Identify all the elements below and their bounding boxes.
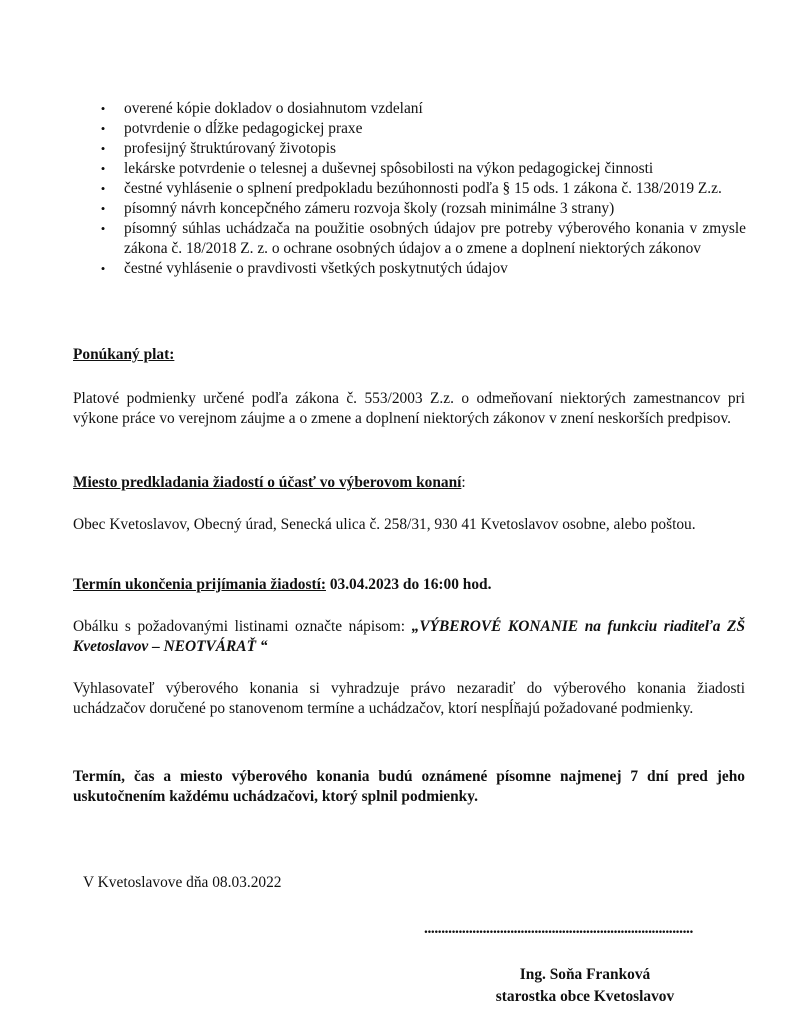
submission-place-text: Obec Kvetoslavov, Obecný úrad, Senecká ulica č. 258/31, 930 41 Kvetoslavov osobne, alebo poštou. — [73, 516, 696, 533]
requirement-text: písomný návrh koncepčného zámeru rozvoja školy (rozsah minimálne 3 strany) — [124, 200, 615, 217]
list-item — [98, 219, 746, 259]
list-item — [98, 179, 746, 199]
submission-place-heading-line — [73, 473, 745, 493]
deadline-line — [73, 575, 745, 595]
place-date: V Kvetoslavove dňa 08.03.2022 — [83, 874, 282, 891]
signatory-name: Ing. Soňa Franková — [519, 966, 651, 983]
bullet-icon: • — [100, 121, 106, 136]
envelope-text: Obálku s požadovanými listinami označte nápisom: — [73, 618, 412, 635]
requirement-text: čestné vyhlásenie o pravdivosti všetkých poskytnutých údajov — [124, 260, 508, 277]
requirement-text: písomný súhlas uchádzača na použitie osobných údajov pre potreby výberového konania v zmysle zákona č. 18/2018 Z. z. o ochrane osobných údajov a o zmene a doplnení niektorých zákonov — [124, 220, 746, 257]
reservation-text: Vyhlasovateľ výberového konania si vyhradzuje právo nezaradiť do výberového konania žiadosti uchádzačov doručené po stanovenom termíne a uchádzačov, ktorí nespĺňajú požadované podmienky. — [73, 680, 745, 717]
requirement-text: potvrdenie o dĺžke pedagogickej praxe — [124, 120, 363, 137]
submission-place-heading-suffix: : — [461, 474, 466, 491]
signature-line: .............................................................................. — [424, 920, 693, 937]
list-item — [98, 99, 746, 119]
bullet-icon: • — [100, 181, 106, 196]
requirement-text: overené kópie dokladov o dosiahnutom vzdelaní — [124, 100, 423, 117]
notice-text: Termín, čas a miesto výberového konania budú oznámené písomne najmenej 7 dní pred jeho uskutočnením každému uchádzačovi, ktorý splnil podmienky. — [73, 768, 745, 805]
bullet-icon: • — [100, 101, 106, 116]
submission-place-heading: Miesto predkladania žiadostí o účasť vo výberovom konaní — [73, 474, 462, 491]
deadline-label: Termín ukončenia prijímania žiadostí: — [73, 576, 326, 593]
bullet-icon: • — [100, 141, 106, 156]
bullet-icon: • — [100, 261, 106, 276]
envelope-marking: „VÝBEROVÉ KONANIE na funkciu riaditeľa ZŠ Kvetoslavov – NEOTVÁRAŤ “ — [73, 618, 746, 655]
bullet-icon: • — [100, 201, 106, 216]
requirement-text: lekárske potvrdenie o telesnej a duševnej spôsobilosti na výkon pedagogickej činnosti — [124, 160, 654, 177]
list-item — [98, 159, 746, 179]
signatory-title: starostka obce Kvetoslavov — [495, 988, 675, 1005]
salary-heading: Ponúkaný plat: — [73, 346, 175, 363]
list-item — [98, 259, 746, 279]
envelope-paragraph — [73, 617, 745, 657]
requirement-text: čestné vyhlásenie o splnení predpokladu bezúhonnosti podľa § 15 ods. 1 zákona č. 138/2019 Z.z. — [124, 180, 722, 197]
list-item — [98, 139, 746, 159]
deadline-value: 03.04.2023 do 16:00 hod. — [325, 576, 492, 593]
salary-text: Platové podmienky určené podľa zákona č. 553/2003 Z.z. o odmeňovaní niektorých zamestnancov pri výkone práce vo verejnom záujme a o zmene a doplnení niektorých zákonov v znení neskorších predpisov. — [73, 390, 745, 427]
bullet-icon: • — [100, 161, 106, 176]
requirement-text: profesijný štruktúrovaný životopis — [124, 140, 337, 157]
list-item — [98, 119, 746, 139]
requirements-list — [98, 99, 746, 279]
list-item — [98, 199, 746, 219]
bullet-icon: • — [100, 221, 106, 236]
